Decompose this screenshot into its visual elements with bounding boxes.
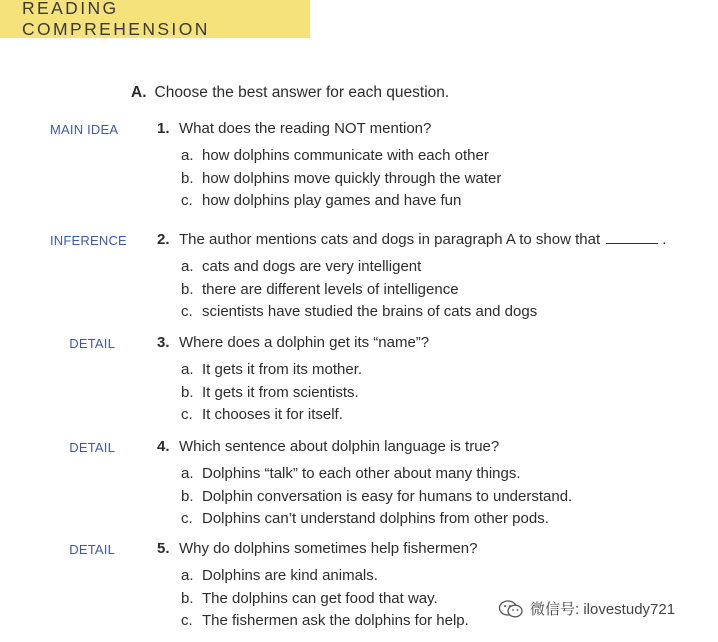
- question-text-body: The author mentions cats and dogs in paragraph A to show that: [179, 231, 601, 248]
- option-a[interactable]: [181, 567, 378, 584]
- option-text: scientists have studied the brains of cats and dogs: [202, 303, 538, 320]
- instruction-label: A.: [131, 84, 147, 101]
- option-c[interactable]: [181, 303, 537, 320]
- option-b[interactable]: [181, 281, 459, 298]
- wechat-icon: [498, 599, 524, 619]
- instruction-text: Choose the best answer for each question.: [154, 84, 450, 101]
- instruction: [131, 84, 449, 102]
- option-c[interactable]: [181, 406, 343, 423]
- option-letter: a.: [181, 567, 194, 584]
- question-text: Why do dolphins sometimes help fishermen?: [179, 540, 478, 557]
- option-letter: c.: [181, 303, 193, 320]
- option-letter: c.: [181, 406, 193, 423]
- option-letter: c.: [181, 510, 193, 527]
- question-number: 5.: [157, 540, 170, 557]
- option-b[interactable]: [181, 170, 501, 187]
- question-number: 4.: [157, 438, 170, 455]
- option-letter: b.: [181, 170, 194, 187]
- option-text: The dolphins can get food that way.: [202, 590, 438, 607]
- question-text: Where does a dolphin get its “name”?: [179, 334, 430, 351]
- option-text: there are different levels of intelligence: [202, 281, 459, 298]
- option-text: Dolphin conversation is easy for humans to understand.: [202, 488, 573, 505]
- answer-blank: [606, 242, 658, 244]
- question-number: 1.: [157, 120, 170, 137]
- option-a[interactable]: [181, 465, 521, 482]
- option-letter: a.: [181, 258, 194, 275]
- option-c[interactable]: [181, 192, 461, 209]
- option-text: It gets it from scientists.: [202, 384, 359, 401]
- option-letter: b.: [181, 590, 194, 607]
- question-text: The author mentions cats and dogs in paragraph A to show that .: [179, 231, 667, 248]
- option-text: It gets it from its mother.: [202, 361, 363, 378]
- watermark-text: 微信号: ilovestudy721: [530, 601, 676, 618]
- question-number: 3.: [157, 334, 170, 351]
- question-text: Which sentence about dolphin language is true?: [179, 438, 500, 455]
- option-letter: a.: [181, 465, 194, 482]
- question-number: 2.: [157, 231, 170, 248]
- option-text: cats and dogs are very intelligent: [202, 258, 422, 275]
- option-text: how dolphins communicate with each other: [202, 147, 489, 164]
- option-letter: c.: [181, 612, 193, 629]
- option-text: Dolphins can’t understand dolphins from other pods.: [202, 510, 549, 527]
- option-b[interactable]: [181, 384, 359, 401]
- option-text: how dolphins play games and have fun: [202, 192, 462, 209]
- question-text: What does the reading NOT mention?: [179, 120, 432, 137]
- section-title: READING COMPREHENSION: [22, 0, 210, 39]
- option-text: The fishermen ask the dolphins for help.: [202, 612, 469, 629]
- option-letter: b.: [181, 281, 194, 298]
- watermark: [498, 598, 675, 619]
- option-letter: c.: [181, 192, 193, 209]
- skill-label: DETAIL: [69, 542, 115, 557]
- option-c[interactable]: [181, 612, 469, 629]
- skill-label: MAIN IDEA: [50, 122, 119, 137]
- option-a[interactable]: [181, 258, 421, 275]
- skill-label: DETAIL: [69, 440, 115, 455]
- skill-label: INFERENCE: [50, 233, 127, 248]
- option-a[interactable]: [181, 361, 362, 378]
- option-letter: a.: [181, 361, 194, 378]
- option-a[interactable]: [181, 147, 489, 164]
- option-b[interactable]: [181, 590, 438, 607]
- section-banner: [0, 0, 310, 38]
- option-text: Dolphins are kind animals.: [202, 567, 378, 584]
- skill-label: DETAIL: [69, 336, 115, 351]
- option-letter: b.: [181, 384, 194, 401]
- option-c[interactable]: [181, 510, 549, 527]
- option-text: Dolphins “talk” to each other about many things.: [202, 465, 521, 482]
- option-text: It chooses it for itself.: [202, 406, 343, 423]
- option-b[interactable]: [181, 488, 572, 505]
- option-letter: b.: [181, 488, 194, 505]
- option-letter: a.: [181, 147, 194, 164]
- option-text: how dolphins move quickly through the water: [202, 170, 502, 187]
